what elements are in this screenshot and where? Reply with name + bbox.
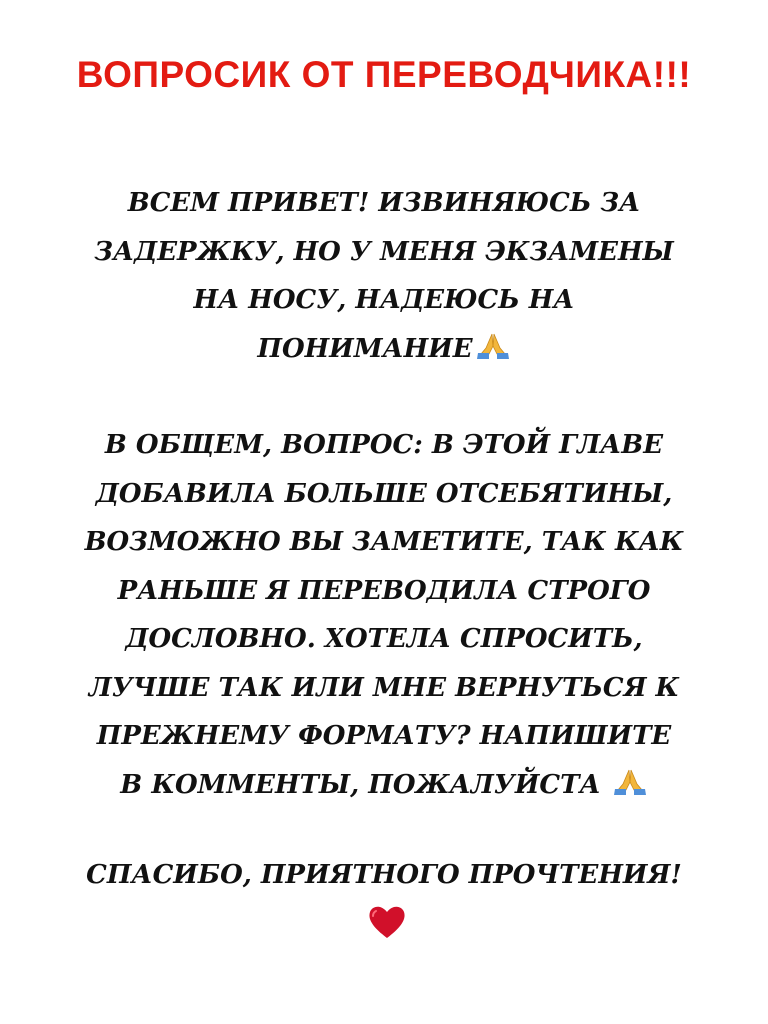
question-line: ЛУЧШЕ ТАК ИЛИ МНЕ ВЕРНУТЬСЯ К bbox=[88, 672, 680, 703]
greeting-line-text: ПОНИМАНИЕ bbox=[257, 333, 473, 364]
question-line: ДОБАВИЛА БОЛЬШЕ ОТСЕБЯТИНЫ, bbox=[95, 478, 673, 509]
page-title: ВОПРОСИК ОТ ПЕРЕВОДЧИКА!!! bbox=[76, 54, 692, 95]
thanks-line: СПАСИБО, ПРИЯТНОГО ПРОЧТЕНИЯ! bbox=[86, 860, 682, 890]
greeting-line: ЗАДЕРЖКУ, НО У МЕНЯ ЭКЗАМЕНЫ bbox=[94, 236, 674, 267]
greeting-line-last bbox=[0, 325, 768, 374]
question-line: ПРЕЖНЕМУ ФОРМАТУ? НАПИШИТЕ bbox=[96, 721, 672, 751]
question-line: ДОСЛОВНО. ХОТЕЛА СПРОСИТЬ, bbox=[125, 624, 643, 654]
question-line-text: В КОММЕНТЫ, ПОЖАЛУЙСТА bbox=[120, 769, 601, 800]
question-line: ВОЗМОЖНО ВЫ ЗАМЕТИТЕ, ТАК КАК bbox=[84, 527, 684, 557]
question-paragraph bbox=[0, 421, 768, 809]
folded-hands-icon bbox=[612, 768, 648, 796]
greeting-paragraph bbox=[0, 179, 768, 373]
red-heart-icon bbox=[367, 904, 407, 940]
folded-hands-icon bbox=[475, 332, 511, 360]
thanks-paragraph bbox=[0, 851, 768, 900]
greeting-line: НА НОСУ, НАДЕЮСЬ НА bbox=[193, 285, 575, 315]
greeting-line: ВСЕМ ПРИВЕТ! ИЗВИНЯЮСЬ ЗА bbox=[127, 188, 641, 218]
question-line-last bbox=[0, 761, 768, 810]
question-line: РАНЬШЕ Я ПЕРЕВОДИЛА СТРОГО bbox=[117, 575, 651, 606]
question-line: В ОБЩЕМ, ВОПРОС: В ЭТОЙ ГЛАВЕ bbox=[104, 430, 664, 460]
